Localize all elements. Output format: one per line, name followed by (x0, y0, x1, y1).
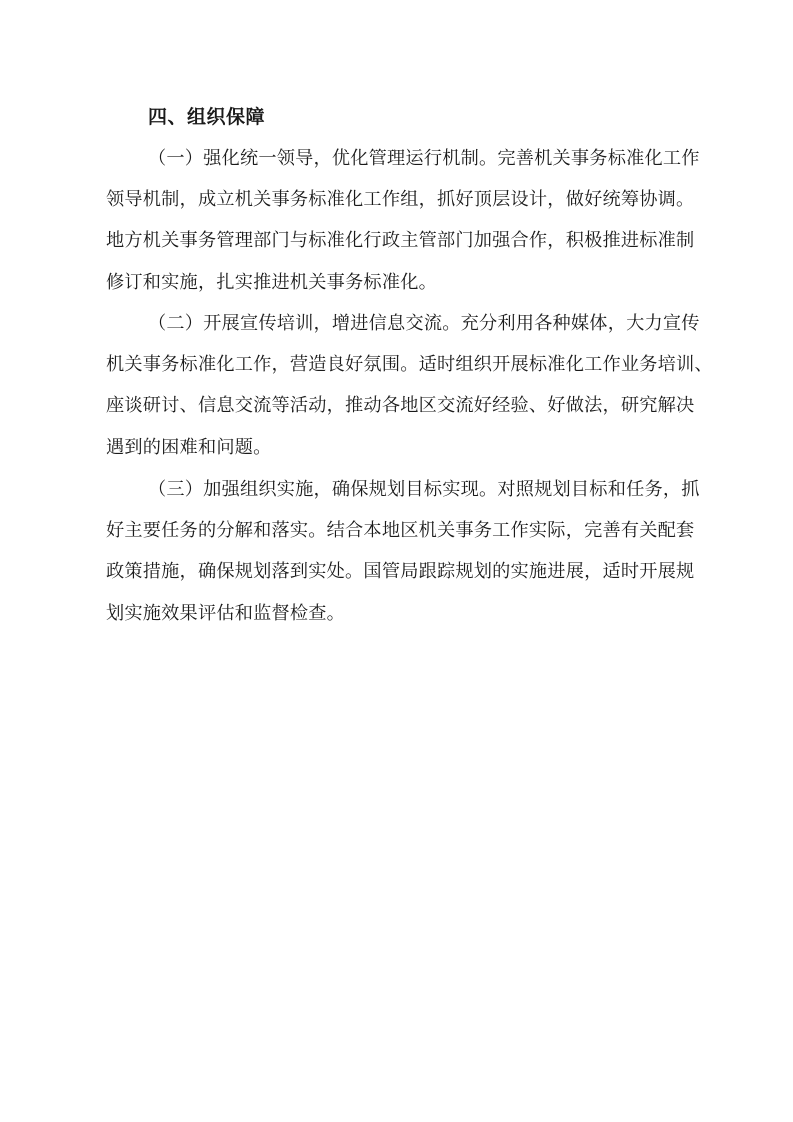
paragraph-line: 划实施效果评估和监督检查。 (106, 602, 346, 624)
paragraph-training (106, 303, 713, 468)
paragraph-implementation (106, 469, 706, 634)
paragraph-line: 好主要任务的分解和落实。结合本地区机关事务工作实际，完善有关配套 (106, 520, 695, 542)
paragraph-line: （三）加强组织实施，确保规划目标实现。对照规划目标和任务，抓 (148, 479, 700, 500)
section-heading: 四、组织保障 (148, 106, 266, 128)
paragraph-line: （一）强化统一领导，优化管理运行机制。完善机关事务标准化工作 (148, 148, 700, 169)
paragraph-line: （二）开展宣传培训，增进信息交流。充分利用各种媒体，大力宣传 (148, 313, 700, 334)
paragraph-line: 遇到的困难和问题。 (106, 436, 272, 458)
paragraph-line: 机关事务标准化工作，营造良好氛围。适时组织开展标准化工作业务培训、 (106, 354, 713, 376)
paragraph-leadership (106, 138, 706, 303)
paragraph-line: 修订和实施，扎实推进机关事务标准化。 (106, 271, 437, 293)
paragraph-line: 地方机关事务管理部门与标准化行政主管部门加强合作，积极推进标准制 (106, 230, 695, 252)
paragraph-line: 座谈研讨、信息交流等活动，推动各地区交流好经验、好做法，研究解决 (106, 395, 695, 417)
paragraph-line: 政策措施，确保规划落到实处。国管局跟踪规划的实施进展，适时开展规 (106, 561, 695, 583)
paragraph-line: 领导机制，成立机关事务标准化工作组，抓好顶层设计，做好统筹协调。 (106, 189, 695, 211)
